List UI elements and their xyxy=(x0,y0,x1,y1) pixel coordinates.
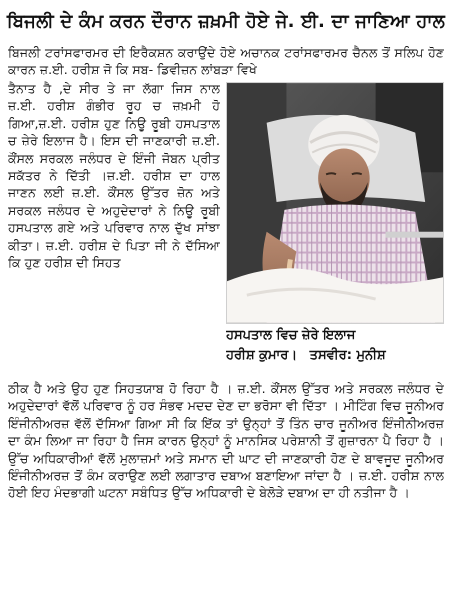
hospital-photo xyxy=(226,82,444,324)
article-left-column: ਤੈਨਾਤ ਹੈ ,ਦੇ ਸੀਰ ਤੇ ਜਾ ਲੱਗਾ ਜਿਸ ਨਾਲ ਜ਼.ਈ. ਹਰੀਸ਼ ਗੰਭੀਰ ਰੂਹ ਚ ਜ਼ਖ਼ਮੀ ਹੋ ਗਿਆ,ਜ਼.ਈ. ਹਰੀਸ਼ ਹੁਣ ਨਿਊ ਰੂਬੀ ਹਸਪਤਾਲ ਚ ਜ਼ੇਰੇ ਇਲਾਜ ਹੈ। ਇਸ ਦੀ ਜਾਣਕਾਰੀ ਜ਼.ਈ. ਕੌਂਸਲ ਸਰਕਲ ਜਲੰਧਰ ਦੇ ਇੰਜੀ ਜੋਬਨ ਪ੍ਰੀਤ ਸਕੱਤਰ ਨੇ ਦਿੱਤੀ ।ਜ਼.ਈ. ਹਰੀਸ਼ ਦਾ ਹਾਲ ਜਾਣਨ ਲਈ ਜ਼.ਈ. ਕੌਂਸਲ ਉੱਤਰ ਜ਼ੋਨ ਅਤੇ ਸਰਕਲ ਜਲੰਧਰ ਦੇ ਅਹੁਦੇਦਾਰਾਂ ਨੇ ਨਿਊ ਰੂਬੀ ਹਸਪਤਾਲ ਗਏ ਅਤੇ ਪਰਿਵਾਰ ਨਾਲ ਦੁੱਖ ਸਾਂਝਾ ਕੀਤਾ। ਜ਼.ਈ. ਹਰੀਸ਼ ਦੇ ਪਿਤਾ ਜੀ ਨੇ ਦੱਸਿਆ ਕਿ ਹੁਣ ਹਰੀਸ਼ ਦੀ ਸਿਹਤ xyxy=(8,81,220,271)
article-intro-paragraph: ਬਿਜਲੀ ਟਰਾਂਸਫਾਰਮਰ ਦੀ ਇਰੈਕਸ਼ਨ ਕਰਾਉਂਦੇ ਹੋਏ ਅਚਾਨਕ ਟਰਾਂਸਫਾਰਮਰ ਚੈਨਲ ਤੋਂ ਸਲਿਪ ਹੋਣ ਕਾਰਨ ਜ਼.ਈ. ਹਰੀਸ਼ ਜੋ ਕਿ ਸਬ- ਡਿਵੀਜ਼ਨ ਲਾਂਬੜਾ ਵਿਖੇ xyxy=(8,45,444,78)
article-headline: ਬਿਜਲੀ ਦੇ ਕੰਮ ਕਰਨ ਦੌਰਾਨ ਜ਼ਖ਼ਮੀ ਹੋਏ ਜੇ. ਈ. ਦਾ ਜਾਣਿਆ ਹਾਲ xyxy=(6,10,446,32)
photo-caption xyxy=(226,326,446,372)
caption-line-2: ਹਰੀਸ਼ ਕੁਮਾਰ। xyxy=(226,348,298,363)
photo-credit: ਤਸਵੀਰ: ਮੁਨੀਸ਼ xyxy=(309,348,386,363)
caption-line-2-row xyxy=(226,346,446,366)
article-continuation: ਠੀਕ ਹੈ ਅਤੇ ਉਹ ਹੁਣ ਸਿਹਤਯਾਬ ਹੋ ਰਿਹਾ ਹੈ । ਜ਼.ਈ. ਕੌਂਸਲ ਉੱਤਰ ਅਤੇ ਸਰਕਲ ਜਲੰਧਰ ਦੇ ਅਹੁਦੇਦਾਰਾਂ ਵੱਲੋਂ ਪਰਿਵਾਰ ਨੂੰ ਹਰ ਸੰਭਵ ਮਦਦ ਦੇਣ ਦਾ ਭਰੋਸਾ ਵੀ ਦਿੱਤਾ । ਮੀਟਿੰਗ ਵਿਚ ਜੂਨੀਅਰ ਇੰਜੀਨੀਅਰਜ਼ ਵੱਲੋਂ ਦੱਸਿਆ ਗਿਆ ਸੀ ਕਿ ਇੱਕ ਤਾਂ ਉਨ੍ਹਾਂ ਤੋਂ ਤਿੰਨ ਚਾਰ ਜੂਨੀਅਰ ਇੰਜੀਨੀਅਰਜ਼ ਦਾ ਕੰਮ ਲਿਆ ਜਾ ਰਿਹਾ ਹੈ ਜਿਸ ਕਾਰਨ ਉਨ੍ਹਾਂ ਨੂੰ ਮਾਨਸਿਕ ਪਰੇਸ਼ਾਨੀ ਤੋਂ ਗੁਜ਼ਾਰਨਾ ਪੈ ਰਿਹਾ ਹੈ । ਉੱਚ ਅਧਿਕਾਰੀਆਂ ਵੱਲੋਂ ਮੁਲਾਜ਼ਮਾਂ ਅਤੇ ਸਮਾਨ ਦੀ ਘਾਟ ਦੀ ਜਾਣਕਾਰੀ ਹੋਣ ਦੇ ਬਾਵਜੂਦ ਜੂਨੀਅਰ ਇੰਜੀਨੀਅਰਜ਼ ਤੋਂ ਕੰਮ ਕਰਾਉਣ ਲਈ ਲਗਾਤਾਰ ਦਬਾਅ ਬਣਾਇਆ ਜਾਂਦਾ ਹੈ । ਜ਼.ਈ. ਹਰੀਸ਼ ਨਾਲ ਹੋਈ ਇਹ ਮੰਦਭਾਗੀ ਘਟਨਾ ਸਬੰਧਿਤ ਉੱਚ ਅਧਿਕਾਰੀ ਦੇ ਬੇਲੋੜੇ ਦਬਾਅ ਦਾ ਹੀ ਨਤੀਜਾ ਹੈ । xyxy=(8,381,444,501)
injured-man-in-bed-image xyxy=(227,83,443,323)
caption-line-1: ਹਸਪਤਾਲ ਵਿਚ ਜ਼ੇਰੇ ਇਲਾਜ xyxy=(226,328,356,343)
